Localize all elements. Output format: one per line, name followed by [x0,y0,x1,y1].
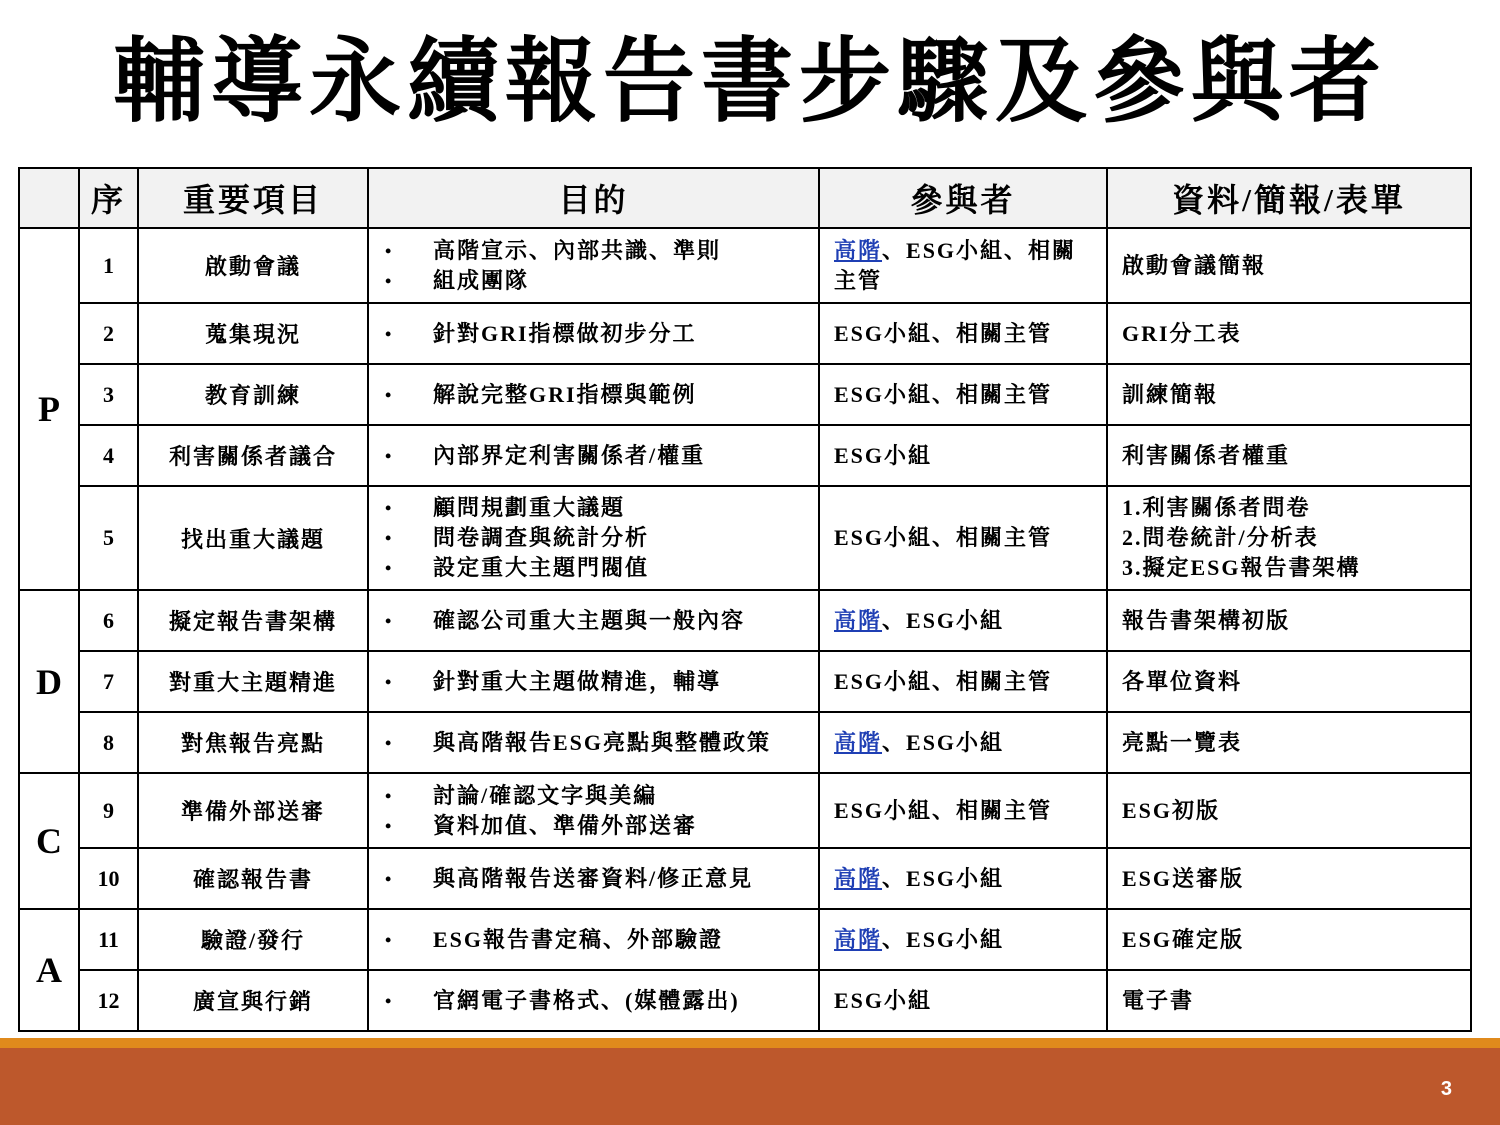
seq-cell: 3 [79,364,138,425]
purpose-bullet: • 組成團隊 [383,266,808,296]
item-cell: 驗證/發行 [138,909,368,970]
purpose-bullet: • 與高階報告ESG亮點與整體政策 [383,728,808,758]
table-row [19,848,1471,909]
docs-cell: GRI分工表 [1107,303,1471,364]
participants-text: ESG小組、相關主管 [834,320,1053,346]
seq-cell: 10 [79,848,138,909]
slide-title: 輔導永續報告書步驟及參與者 [112,31,1387,133]
header-docs: 資料/簡報/表單 [1107,168,1471,228]
purpose-cell [368,909,819,970]
item-cell: 準備外部送審 [138,773,368,848]
purpose-list [383,667,808,697]
participants-cell [819,773,1107,848]
seq-cell: 12 [79,970,138,1031]
header-purpose: 目的 [368,168,819,228]
purpose-cell [368,303,819,364]
docs-cell: 電子書 [1107,970,1471,1031]
item-cell: 廣宣與行銷 [138,970,368,1031]
purpose-bullet: • 內部界定利害關係者/權重 [383,441,808,471]
phase-label-c: C [19,773,79,909]
page-number: 3 [1440,1078,1452,1100]
table-row [19,651,1471,712]
purpose-list [383,606,808,636]
executive-link[interactable]: 高階 [834,865,883,891]
purpose-bullet: • 解說完整GRI指標與範例 [383,380,808,410]
table-row [19,303,1471,364]
seq-cell: 11 [79,909,138,970]
participants-text: 、ESG小組 [882,926,1005,952]
item-cell: 確認報告書 [138,848,368,909]
purpose-list [383,493,808,583]
table-row [19,773,1471,848]
header-phase [19,168,79,228]
item-cell: 教育訓練 [138,364,368,425]
docs-cell: ESG確定版 [1107,909,1471,970]
phase-label-d: D [19,590,79,773]
purpose-list [383,781,808,841]
purpose-list [383,728,808,758]
purpose-list [383,864,808,894]
purpose-bullet: • 高階宣示、內部共識、準則 [383,236,808,266]
seq-cell: 6 [79,590,138,651]
participants-text: 、ESG小組 [882,607,1005,633]
docs-line: 3.擬定ESG報告書架構 [1122,555,1361,580]
docs-line: 1.利害關係者問卷 [1122,495,1311,520]
participants-text: ESG小組 [834,987,933,1013]
item-cell: 利害關係者議合 [138,425,368,486]
purpose-list [383,986,808,1016]
participants-cell [819,303,1107,364]
participants-cell [819,651,1107,712]
purpose-bullet: • 確認公司重大主題與一般內容 [383,606,808,636]
docs-line: 2.問卷統計/分析表 [1122,525,1319,550]
participants-text: 、ESG小組、相關主管 [834,237,1077,293]
item-cell: 對焦報告亮點 [138,712,368,773]
purpose-cell [368,651,819,712]
participants-cell [819,228,1107,303]
purpose-cell [368,228,819,303]
participants-cell [819,848,1107,909]
item-cell: 蒐集現況 [138,303,368,364]
purpose-list [383,380,808,410]
purpose-cell [368,590,819,651]
seq-cell: 4 [79,425,138,486]
steps-table [18,167,1472,1032]
table-row [19,590,1471,651]
purpose-cell [368,425,819,486]
purpose-bullet: • 針對重大主題做精進，輔導 [383,667,808,697]
seq-cell: 5 [79,486,138,590]
participants-cell [819,486,1107,590]
footer-band [0,1048,1500,1125]
header-seq: 序 [79,168,138,228]
docs-cell: 報告書架構初版 [1107,590,1471,651]
item-cell: 擬定報告書架構 [138,590,368,651]
participants-text: ESG小組 [834,442,933,468]
seq-cell: 7 [79,651,138,712]
participants-cell [819,970,1107,1031]
purpose-list [383,236,808,296]
table-row [19,228,1471,303]
table-row [19,712,1471,773]
executive-link[interactable]: 高階 [834,607,883,633]
docs-cell: 各單位資料 [1107,651,1471,712]
header-item: 重要項目 [138,168,368,228]
seq-cell: 9 [79,773,138,848]
purpose-bullet: • 設定重大主題門閥值 [383,553,808,583]
participants-cell [819,909,1107,970]
purpose-list [383,925,808,955]
participants-cell [819,425,1107,486]
item-cell: 找出重大議題 [138,486,368,590]
purpose-bullet: • 官網電子書格式、(媒體露出) [383,986,808,1016]
purpose-bullet: • 討論/確認文字與美編 [383,781,808,811]
table-row [19,486,1471,590]
participants-cell [819,712,1107,773]
phase-label-p: P [19,228,79,590]
participants-cell [819,590,1107,651]
docs-cell: 訓練簡報 [1107,364,1471,425]
table-row [19,909,1471,970]
purpose-cell [368,486,819,590]
purpose-bullet: • 資料加值、準備外部送審 [383,811,808,841]
participants-text: ESG小組、相關主管 [834,525,1053,550]
executive-link[interactable]: 高階 [834,926,883,952]
docs-cell: 亮點一覽表 [1107,712,1471,773]
docs-cell: 啟動會議簡報 [1107,228,1471,303]
table-row [19,364,1471,425]
participants-text: 、ESG小組 [882,865,1005,891]
purpose-cell [368,712,819,773]
docs-cell: ESG初版 [1107,773,1471,848]
purpose-cell [368,970,819,1031]
executive-link[interactable]: 高階 [834,237,883,263]
participants-text: ESG小組、相關主管 [834,668,1053,694]
purpose-bullet: • 問卷調查與統計分析 [383,523,808,553]
table-body [19,228,1471,1031]
footer-accent-line [0,1038,1500,1048]
header-participants: 參與者 [819,168,1107,228]
item-cell: 對重大主題精進 [138,651,368,712]
docs-cell [1107,486,1471,590]
purpose-cell [368,364,819,425]
purpose-list [383,441,808,471]
participants-text: ESG小組、相關主管 [834,381,1053,407]
item-cell: 啟動會議 [138,228,368,303]
purpose-bullet: • ESG報告書定稿、外部驗證 [383,925,808,955]
participants-cell [819,364,1107,425]
purpose-bullet: • 針對GRI指標做初步分工 [383,319,808,349]
docs-cell: 利害關係者權重 [1107,425,1471,486]
docs-cell: ESG送審版 [1107,848,1471,909]
purpose-bullet: • 與高階報告送審資料/修正意見 [383,864,808,894]
purpose-bullet: • 顧問規劃重大議題 [383,493,808,523]
seq-cell: 2 [79,303,138,364]
phase-label-a: A [19,909,79,1031]
executive-link[interactable]: 高階 [834,729,883,755]
participants-text: ESG小組、相關主管 [834,797,1053,823]
seq-cell: 8 [79,712,138,773]
table-header-row [19,168,1471,228]
participants-text: 、ESG小組 [882,729,1005,755]
purpose-cell [368,773,819,848]
table-row [19,970,1471,1031]
purpose-list [383,319,808,349]
table-row [19,425,1471,486]
seq-cell: 1 [79,228,138,303]
purpose-cell [368,848,819,909]
